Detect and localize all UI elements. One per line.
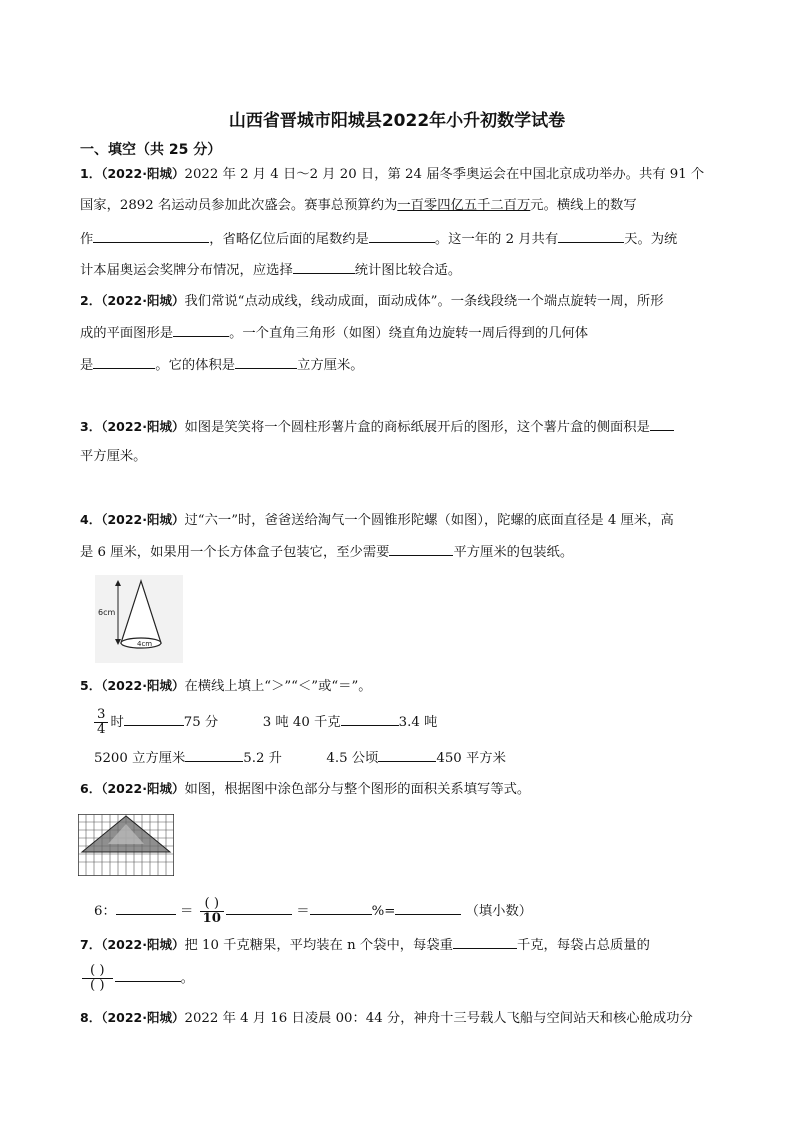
q2-line1: 2．（2022·阳城）我们常说“点动成线，线动成面，面动成体”。一条线段绕一个端点旋转一周，所形 [80,293,664,309]
q6-line1: 6．（2022·阳城）如图，根据图中涂色部分与整个图形的面积关系填写等式。 [80,781,531,797]
grid-figure [78,814,174,876]
page-title: 山西省晋城市阳城县2022年小升初数学试卷 [228,111,566,131]
q3-line1: 3．（2022·阳城）如图是笑笑将一个圆柱形薯片盒的商标纸展开后的图形，这个薯片盒的侧面积是 [80,416,674,438]
q5-line1: 5．（2022·阳城）在横线上填上“＞”“＜”或“＝”。 [80,678,372,694]
answer-blank[interactable] [93,354,155,369]
answer-blank[interactable] [395,900,461,915]
height-label: 6cm [98,608,116,617]
answer-blank[interactable] [389,541,453,556]
q1-line4: 计本届奥运会奖牌分布情况，应选择 统计图比较合适。 [80,259,461,281]
answer-blank[interactable] [650,416,674,431]
q5-line2: $\frac{3}{4}$ 时 75 分 3 吨 40 千克 3.4 吨 [92,708,437,737]
section-heading: 一、填空（共 25 分） [80,142,222,158]
answer-blank[interactable] [369,228,435,243]
answer-blank[interactable] [226,900,292,915]
q7-line2: $\frac{( )}{( )}$ 。 [80,964,194,993]
fraction: $\frac{( )}{10}$ [200,897,225,926]
fraction: $\frac{3}{4}$ [94,708,108,737]
q4-line1: 4．（2022·阳城）过“六一”时，爸爸送给淘气一个圆锥形陀螺（如图），陀螺的底面直径是 4 厘米，高 [80,512,674,528]
answer-blank[interactable] [185,747,243,762]
q7-line1: 7．（2022·阳城）把 10 千克糖果，平均装在 n 个袋中，每袋重 千克，每袋占总质量的 [80,934,650,956]
answer-blank[interactable] [378,747,436,762]
answer-blank[interactable] [453,934,517,949]
q8-line1: 8．（2022·阳城）2022 年 4 月 16 日凌晨 00：44 分，神舟十三号载人飞船与空间站天和核心舱成功分 [80,1010,693,1026]
answer-blank[interactable] [235,354,297,369]
diameter-label: 4cm [137,640,153,648]
answer-blank[interactable] [124,711,184,726]
q2-line3: 是 。它的体积是 立方厘米。 [80,354,364,376]
answer-blank[interactable] [173,322,229,337]
q2-line2: 成的平面图形是 。一个直角三角形（如图）绕直角边旋转一周后得到的几何体 [80,322,588,344]
q5-line3: 5200 立方厘米 5.2 升 4.5 公顷 450 平方米 [94,747,506,769]
q1-line3: 作 ，省略亿位后面的尾数约是 。这一年的 2 月共有 天。为统 [80,228,677,250]
answer-blank[interactable] [293,259,355,274]
q1-line1: 1．（2022·阳城）2022 年 2 月 4 日～2 月 20 日，第 24 届冬季奥运会在中国北京成功举办。共有 91 个 [80,166,705,182]
answer-blank[interactable] [116,900,176,915]
answer-blank[interactable] [341,711,399,726]
cone-figure [95,575,183,663]
q1-line2: 国家，2892 名运动员参加此次盛会。赛事总预算约为一百零四亿五千二百万元。横线上的数写 [80,198,637,213]
fraction: $\frac{( )}{( )}$ [82,964,113,993]
q4-line2: 是 6 厘米，如果用一个长方体盒子包装它，至少需要 平方厘米的包装纸。 [80,541,573,563]
answer-blank[interactable] [115,967,181,982]
q6-equation: 6： ＝ $\frac{( )}{10}$ ＝ %= （填小数） [94,896,533,926]
q3-line2: 平方厘米。 [80,449,147,464]
answer-blank[interactable] [558,228,624,243]
answer-blank[interactable] [93,228,209,243]
answer-blank[interactable] [310,900,372,915]
